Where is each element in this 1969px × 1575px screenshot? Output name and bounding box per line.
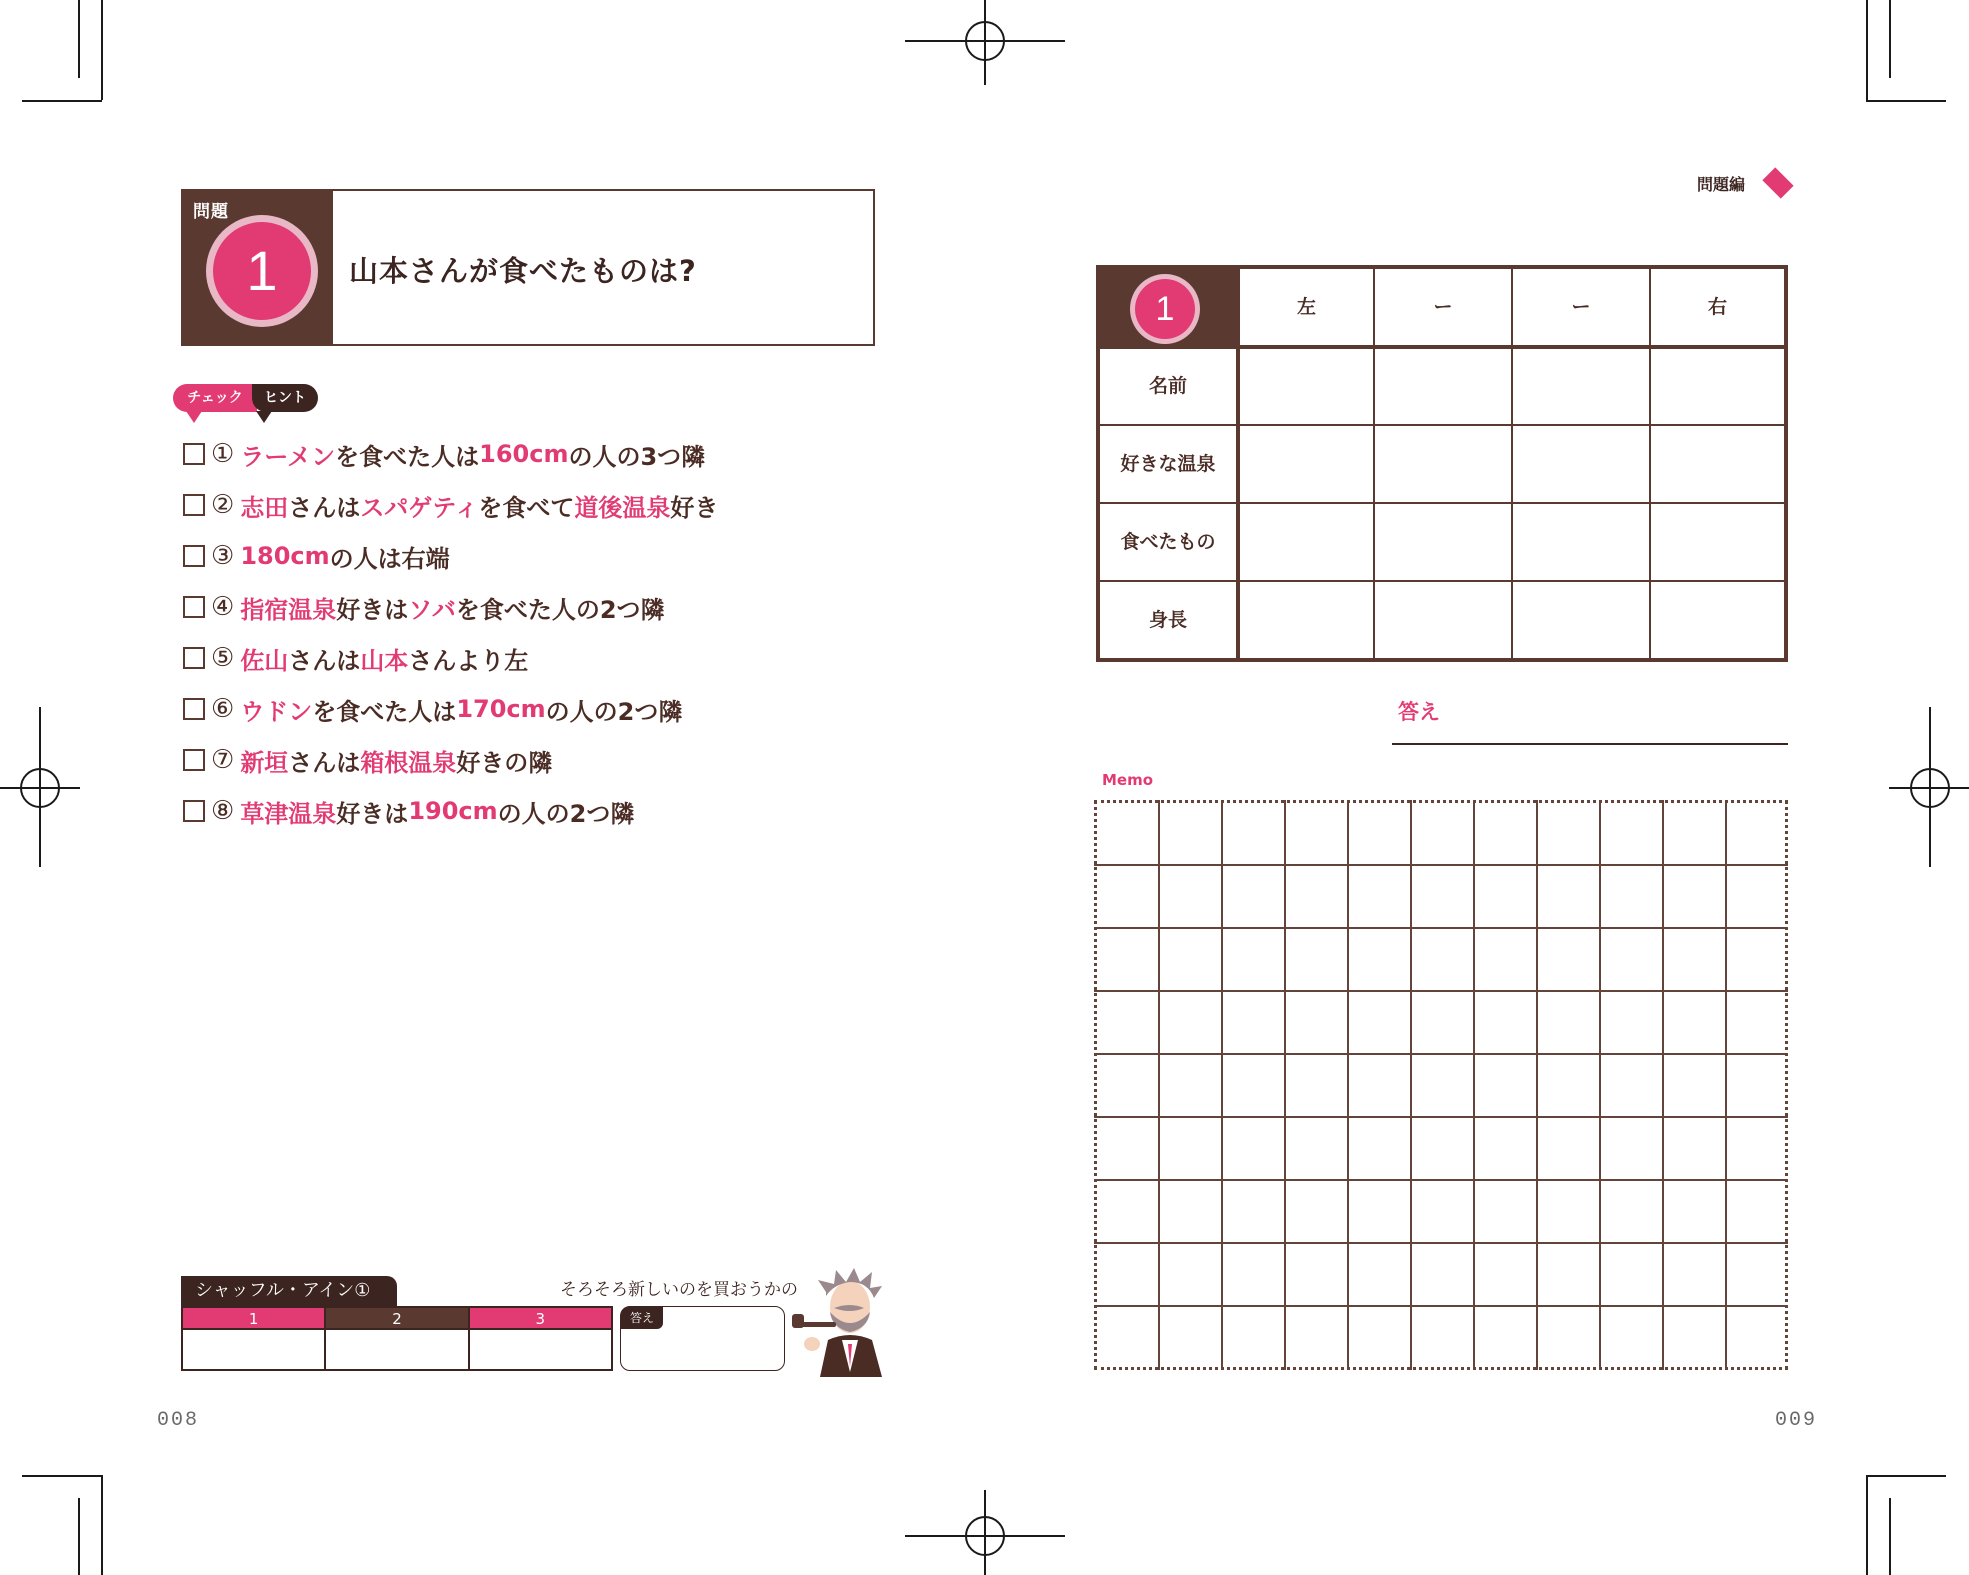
shuffle-answer-label: 答え <box>621 1307 663 1329</box>
page-number-right: 009 <box>1775 1409 1818 1432</box>
page-number-left: 008 <box>157 1409 200 1432</box>
clue-item <box>183 794 634 828</box>
clue-checkbox[interactable] <box>183 494 205 516</box>
clue-text-part: 道後温泉 <box>574 493 671 522</box>
clue-item <box>183 743 552 777</box>
clue-text-part: の人の2つ隣 <box>545 697 683 726</box>
clue-item <box>183 539 450 573</box>
clue-item <box>183 590 665 624</box>
clue-text-part: さんは <box>288 493 361 522</box>
grid-row-food: 食べたもの <box>1120 531 1216 553</box>
clue-text-part: を食べて <box>478 493 575 522</box>
grid-row-name: 名前 <box>1148 375 1187 397</box>
clue-text-part: 志田 <box>240 493 289 522</box>
clue-text-part: さんより左 <box>408 646 529 675</box>
clue-text-part: ラーメン <box>240 442 336 471</box>
clue-item <box>183 488 718 522</box>
clue-item <box>183 692 682 726</box>
clue-text-part: 好き <box>670 493 719 522</box>
clue-text-part: を食べた人は <box>335 442 480 471</box>
clue-text-part: さんは <box>288 748 361 777</box>
clue-number: ① <box>211 439 235 469</box>
clue-text-part: 好きの隣 <box>456 748 553 777</box>
clue-text-part: 箱根温泉 <box>360 748 457 777</box>
diamond-icon <box>1762 167 1793 198</box>
clue-text-part: スパゲティ <box>360 493 479 522</box>
clue-checkbox[interactable] <box>183 698 205 720</box>
clue-text-part: 180cm <box>240 542 330 570</box>
clue-text-part: さんは <box>288 646 361 675</box>
shuffle-grid <box>181 1306 613 1371</box>
clue-checkbox[interactable] <box>183 545 205 567</box>
clue-text-part: 190cm <box>408 797 498 825</box>
clue-text-part: ウドン <box>240 697 313 726</box>
clue-item <box>183 437 705 471</box>
clue-text-part: 佐山 <box>240 646 289 675</box>
clue-item <box>183 641 528 675</box>
clue-number: ⑤ <box>211 643 235 673</box>
clue-text-part: 山本 <box>360 646 409 675</box>
clue-number: ② <box>211 490 235 520</box>
clue-text-part: の人の2つ隣 <box>497 799 635 828</box>
logic-grid <box>1096 265 1788 662</box>
check-tab[interactable]: チェック <box>173 384 257 412</box>
clue-text-part: 指宿温泉 <box>240 595 337 624</box>
clue-text-part: を食べた人の2つ隣 <box>455 595 665 624</box>
shuffle-col-3: 3 <box>470 1308 611 1330</box>
grid-col-right: 右 <box>1707 296 1727 318</box>
memo-grid[interactable] <box>1094 800 1788 1370</box>
question-header <box>181 189 875 346</box>
clue-text-part: 160cm <box>479 440 569 468</box>
clue-checkbox[interactable] <box>183 443 205 465</box>
shuffle-title: シャッフル・アイン① <box>181 1276 397 1306</box>
grid-col-left: 左 <box>1296 296 1316 318</box>
clue-number: ④ <box>211 592 235 622</box>
clue-text-part: 好きは <box>336 799 409 828</box>
grid-col-3: ー <box>1571 296 1591 318</box>
clue-number: ⑧ <box>211 796 235 826</box>
question-label: 問題 <box>193 202 229 222</box>
grid-col-2: ー <box>1433 296 1453 318</box>
clue-text-part: 新垣 <box>240 748 289 777</box>
answer-label: 答え <box>1398 700 1440 724</box>
old-man-illustration <box>790 1262 910 1377</box>
clue-checkbox[interactable] <box>183 749 205 771</box>
shuffle-col-1: 1 <box>183 1308 324 1330</box>
question-number: 1 <box>213 222 311 320</box>
clue-text-part: の人は右端 <box>329 544 450 573</box>
clue-text-part: 170cm <box>456 695 546 723</box>
hint-tab[interactable]: ヒント <box>252 384 318 412</box>
clue-text-part: の人の3つ隣 <box>568 442 706 471</box>
clue-number: ⑥ <box>211 694 235 724</box>
clue-number: ③ <box>211 541 235 571</box>
speech-text: そろそろ新しいのを買おうかの <box>560 1280 798 1300</box>
clue-text-part: 草津温泉 <box>240 799 337 828</box>
grid-number: 1 <box>1135 279 1195 339</box>
clue-text-part: 好きは <box>336 595 409 624</box>
clue-checkbox[interactable] <box>183 647 205 669</box>
clue-text-part: を食べた人は <box>312 697 457 726</box>
clue-checkbox[interactable] <box>183 800 205 822</box>
answer-line[interactable] <box>1392 743 1788 745</box>
clue-text-part: ソバ <box>408 595 456 624</box>
clue-number: ⑦ <box>211 745 235 775</box>
shuffle-col-2: 2 <box>326 1308 467 1330</box>
memo-label: Memo <box>1102 771 1154 789</box>
question-text: 山本さんが食べたものは? <box>349 254 697 288</box>
grid-row-height: 身長 <box>1148 609 1187 631</box>
grid-row-onsen: 好きな温泉 <box>1120 453 1216 475</box>
section-label: 問題編 <box>1697 175 1746 194</box>
clue-checkbox[interactable] <box>183 596 205 618</box>
